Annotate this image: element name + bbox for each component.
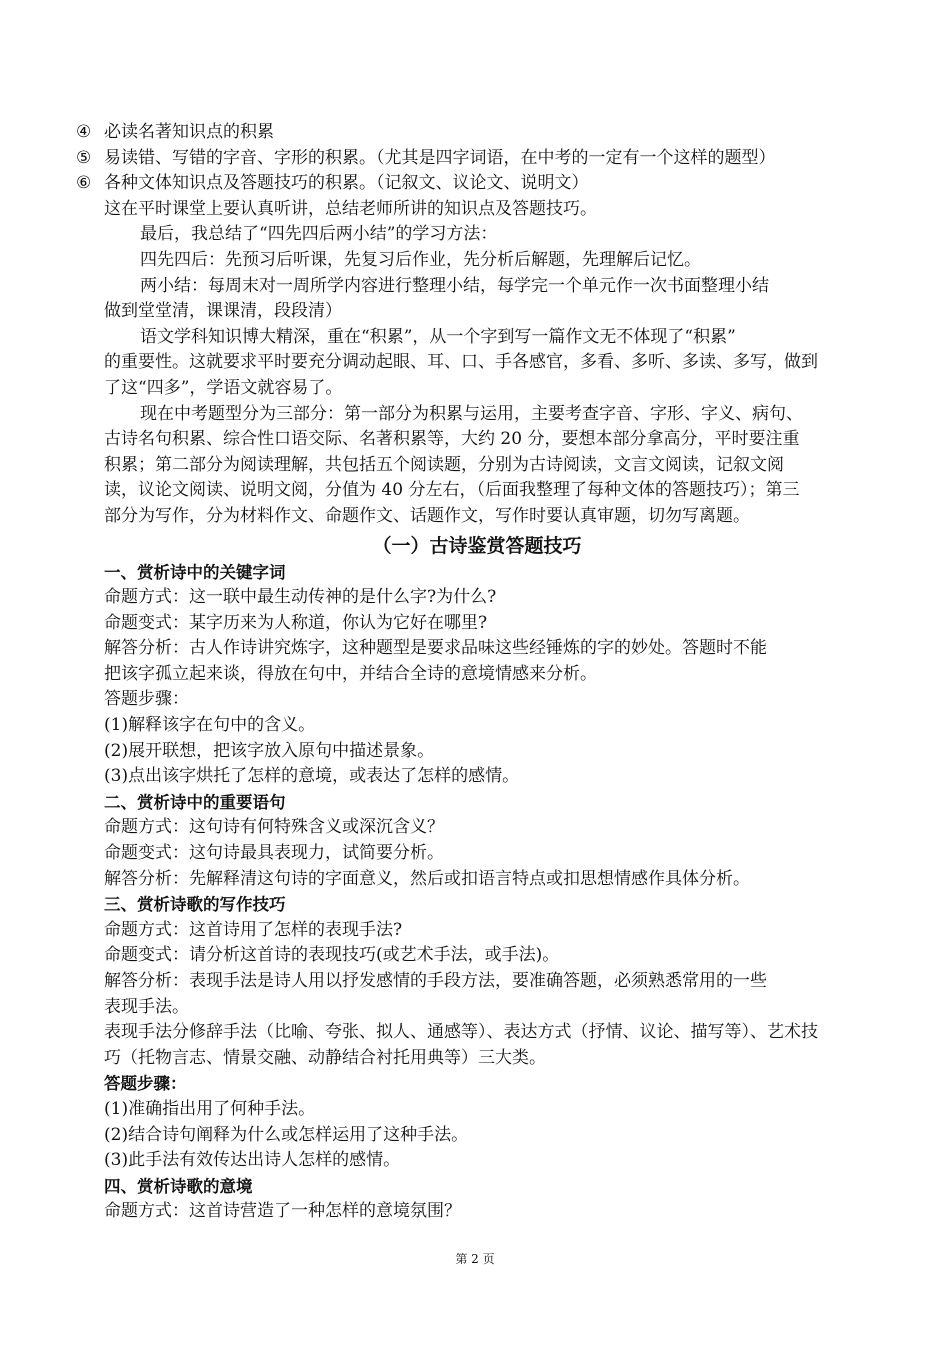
steps-heading: 答题步骤：: [104, 1074, 187, 1094]
page-number: 第 2 页: [455, 1252, 495, 1266]
text-line: 巧（托物言志、情景交融、动静结合衬托用典等）三大类。: [104, 1047, 546, 1068]
paragraph-line: 最后，我总结了“四先四后两小结”的学习方法：: [140, 224, 498, 245]
list-item: [76, 171, 822, 197]
paragraph-line: 四先四后：先预习后听课，先复习后作业，先分析后解题，先理解后记忆。: [140, 249, 701, 270]
section-title: （一）古诗鉴赏答题技巧: [372, 534, 582, 557]
step-item: (2)结合诗句阐释为什么或怎样运用了这种手法。: [104, 1124, 469, 1145]
subsection-heading: 二、赏析诗中的重要语句: [104, 792, 286, 812]
text-line: 命题方式：这首诗用了怎样的表现手法?: [104, 919, 403, 940]
text-line: 命题方式：这一联中最生动传神的是什么字?为什么?: [104, 587, 497, 608]
text-line: 表现手法。: [104, 996, 189, 1017]
list-item-text: 必读名著知识点的积累: [104, 122, 274, 142]
paragraph-line: 积累；第二部分为阅读理解，共包括五个阅读题，分别为古诗阅读，文言文阅读，记叙文阅: [104, 454, 784, 475]
list-item-text: 易读错、写错的字音、字形的积累。（尤其是四字词语，在中考的一定有一个这样的题型）: [104, 147, 776, 168]
paragraph-line: 语文学科知识博大精深，重在“积累”，从一个字到写一篇作文无不体现了“积累”: [140, 326, 736, 347]
paragraph-line: 部分为写作，分为材料作文、命题作文、话题作文，写作时要认真审题，切勿写离题。: [104, 505, 750, 526]
text-line: 把该字孤立起来谈，得放在句中，并结合全诗的意境情感来分析。: [104, 663, 597, 684]
text-line: 命题变式：这句诗最具表现力，试简要分析。: [104, 843, 444, 864]
list-item-text: 各种文体知识点及答题技巧的积累。（记叙文、议论文、说明文）: [104, 173, 589, 194]
text-line: 答题步骤：: [104, 689, 189, 710]
paragraph-line: 的重要性。这就要求平时要充分调动起眼、耳、口、手各感官，多看、多听、多读、多写，做到: [104, 352, 818, 373]
subsection-heading: 三、赏析诗歌的写作技巧: [104, 895, 286, 915]
paragraph-line: 两小结：每周末对一周所学内容进行整理小结，每学完一个单元作一次书面整理小结: [140, 275, 769, 296]
step-item: (1)解释该字在句中的含义。: [104, 715, 316, 736]
list-marker: ④: [76, 122, 92, 142]
list-marker: ⑥: [76, 173, 92, 194]
paragraph-line: 古诗名句积累、综合性口语交际、名著积累等，大约 20 分，要想本部分拿高分，平时要注重: [104, 429, 800, 450]
text-line: 解答分析：表现手法是诗人用以抒发感情的手段方法，要准确答题，必须熟悉常用的一些: [104, 971, 767, 991]
step-item: (2)展开联想，把该字放入原句中描述景象。: [104, 740, 435, 761]
text-line: 表现手法分修辞手法（比喻、夸张、拟人、通感等）、表达方式（抒情、议论、描写等）、艺术技: [104, 1022, 818, 1043]
subsection-heading: 一、赏析诗中的关键字词: [104, 562, 286, 582]
list-marker: ⑤: [76, 147, 92, 168]
paragraph-line: 这在平时课堂上要认真听讲，总结老师所讲的知识点及答题技巧。: [104, 198, 597, 219]
paragraph-line: 做到堂堂清，课课清，段段清）: [104, 301, 342, 322]
document-page: [76, 120, 850, 1225]
subsection-heading: 四、赏析诗歌的意境: [104, 1176, 253, 1196]
text-line: 解答分析：古人作诗讲究炼字，这种题型是要求品味这些经锤炼的字的妙处。答题时不能: [104, 638, 767, 659]
list-item: [76, 120, 822, 146]
paragraph-line: 读，议论文阅读、说明文阅，分值为 40 分左右，（后面我整理了每种文体的答题技巧）；第三: [104, 480, 800, 501]
paragraph-line: 现在中考题型分为三部分：第一部分为积累与运用，主要考查字音、字形、字义、病句、: [140, 403, 803, 424]
text-line: 命题变式：某字历来为人称道，你认为它好在哪里?: [104, 612, 488, 633]
step-item: (3)点出该字烘托了怎样的意境，或表达了怎样的感情。: [104, 766, 520, 787]
text-line: 解答分析：先解释清这句诗的字面意义，然后或扣语言特点或扣思想情感作具体分析。: [104, 868, 750, 889]
step-item: (3)此手法有效传达出诗人怎样的感情。: [104, 1150, 401, 1171]
text-line: 命题方式：这句诗有何特殊含义或深沉含义？: [104, 817, 444, 838]
text-line: 命题变式：请分析这首诗的表现技巧(或艺术手法，或手法)。: [104, 945, 560, 966]
text-line: 命题方式：这首诗营造了一种怎样的意境氛围？: [104, 1201, 461, 1222]
step-item: (1)准确指出用了何种手法。: [104, 1098, 316, 1119]
list-item: [76, 146, 822, 172]
paragraph-line: 了这“四多”，学语文就容易了。: [104, 377, 343, 398]
